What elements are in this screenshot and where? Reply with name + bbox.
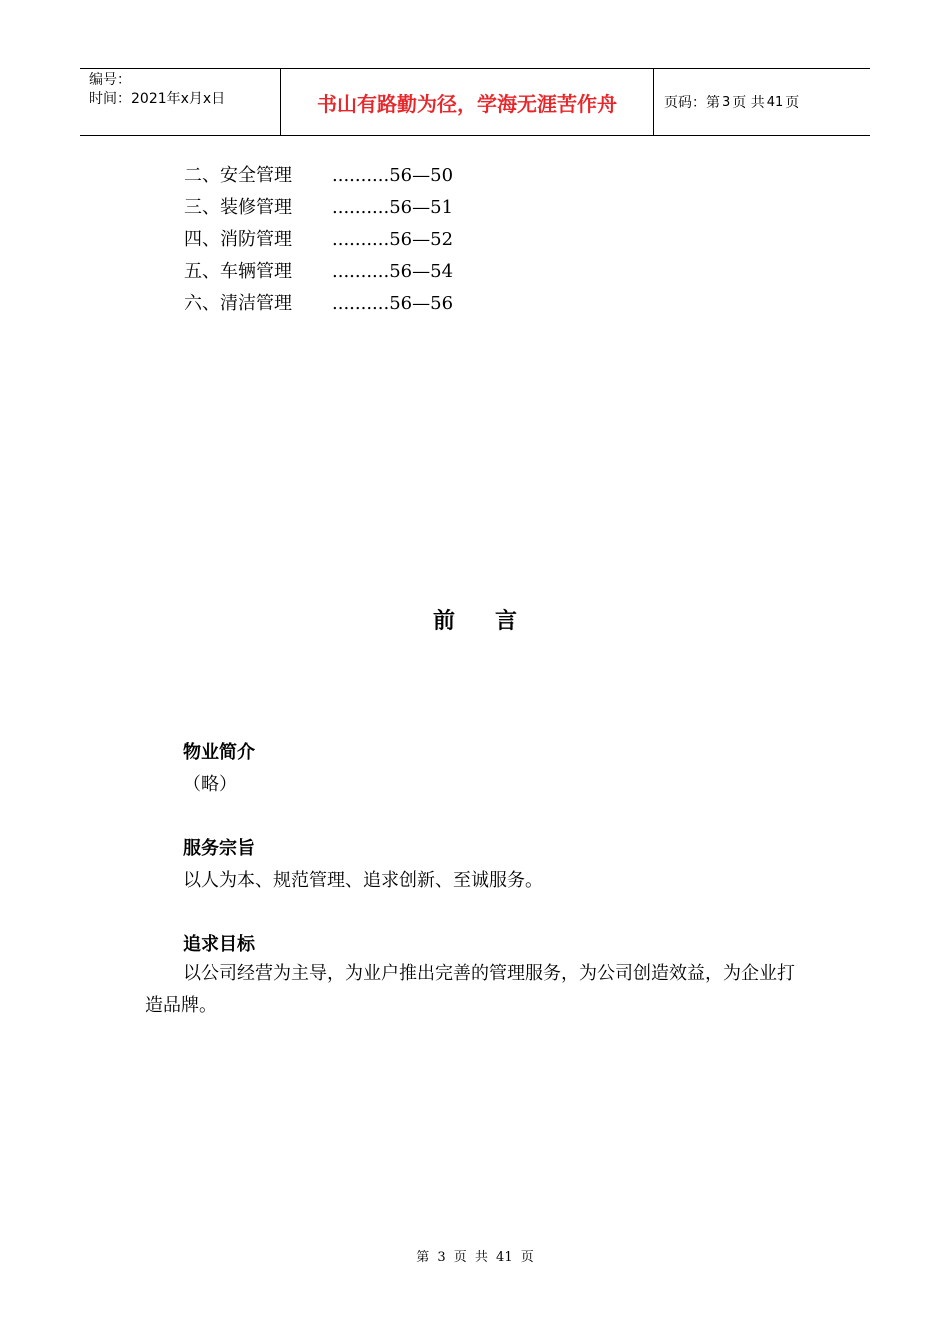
toc-entry-pages: ..........56—54 xyxy=(332,261,454,282)
header-motto: 书山有路勤为径，学海无涯苦作舟 xyxy=(281,69,654,135)
toc-entry-pages: ..........56—52 xyxy=(332,229,454,250)
toc-entry xyxy=(184,288,453,320)
section-text-service-tenet: 以人为本、规范管理、追求创新、至诚服务。 xyxy=(183,870,543,891)
toc-entry-title: 二、安全管理 xyxy=(184,165,292,186)
section-title-property-intro: 物业简介 xyxy=(183,742,255,763)
section-title-service-tenet: 服务宗旨 xyxy=(183,838,255,859)
toc-entry-title: 四、消防管理 xyxy=(184,229,292,250)
toc-entry xyxy=(184,160,453,192)
page-prefix: 页码：第 xyxy=(664,95,720,111)
toc-entry-pages: ..........56—56 xyxy=(332,293,454,314)
toc-entry-pages: ..........56—50 xyxy=(332,165,454,186)
page-current: 3 xyxy=(722,94,731,110)
section-title-goal: 追求目标 xyxy=(183,934,255,955)
section-text-goal: 以公司经营为主导，为业户推出完善的管理服务，为公司创造效益，为企业打造品牌。 xyxy=(145,963,795,1016)
header-meta xyxy=(80,69,281,135)
page-header xyxy=(80,68,870,136)
page-middle: 页 共 xyxy=(732,95,765,111)
toc-entry xyxy=(184,224,453,256)
page-suffix: 页 xyxy=(785,95,800,111)
header-page-indicator xyxy=(654,69,870,135)
page-footer: 第 3 页 共 41 页 xyxy=(416,1250,534,1265)
toc-entry-title: 五、车辆管理 xyxy=(184,261,292,282)
toc-entry-pages: ..........56—51 xyxy=(332,197,454,218)
toc-entry-title: 三、装修管理 xyxy=(184,197,292,218)
document-number-label: 编号： xyxy=(89,72,131,88)
section-text-property-intro: （略） xyxy=(183,774,237,795)
toc-entry xyxy=(184,192,453,224)
toc-entry xyxy=(184,256,453,288)
page-total: 41 xyxy=(766,94,784,110)
preface-heading: 前言 xyxy=(432,608,557,634)
table-of-contents xyxy=(184,160,453,320)
document-time-label: 时间：2021年x月x日 xyxy=(89,91,226,107)
toc-entry-title: 六、清洁管理 xyxy=(184,293,292,314)
